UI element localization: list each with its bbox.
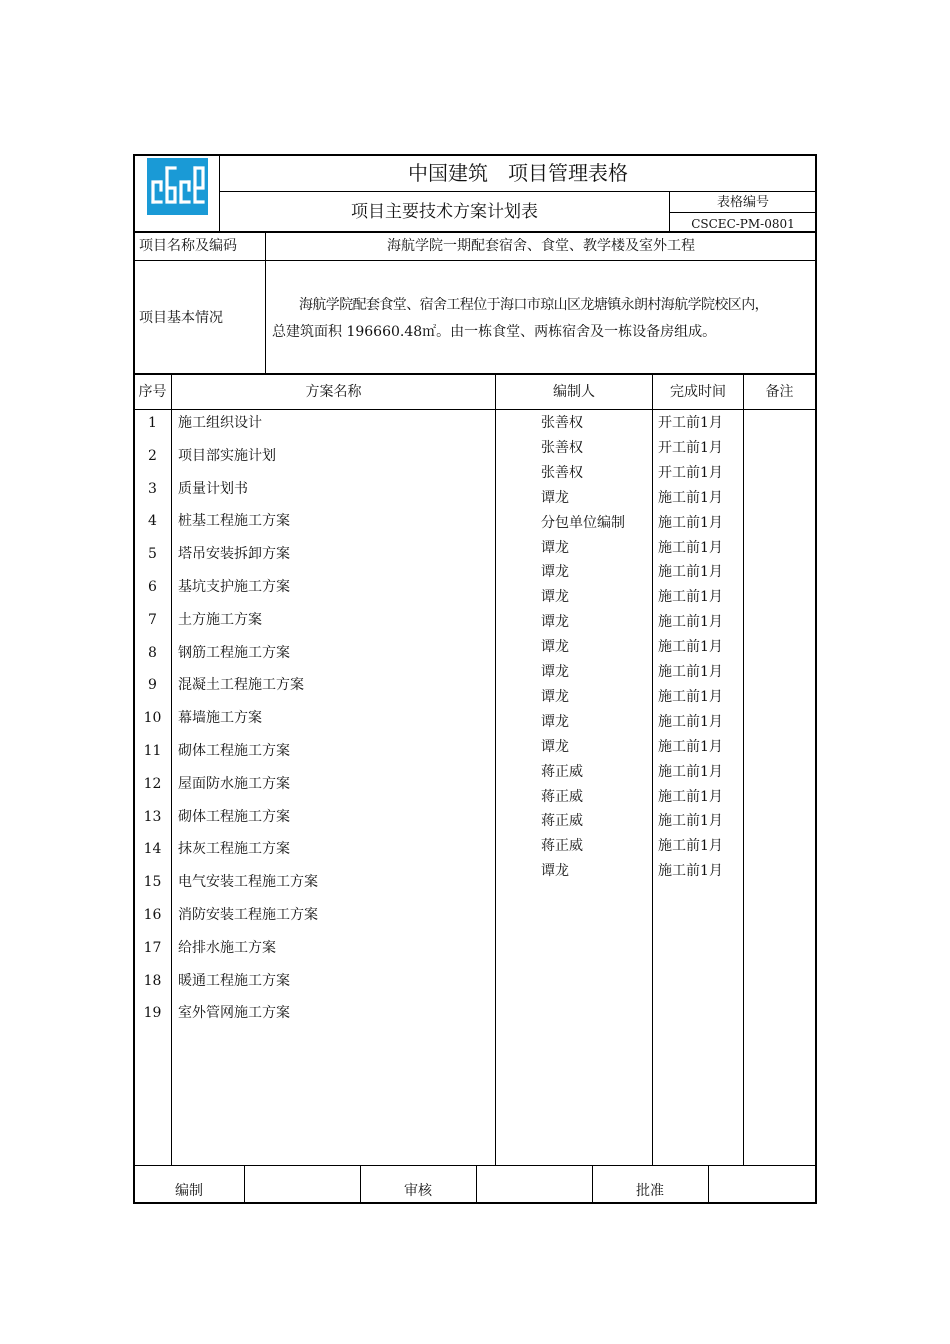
cscec-logo-mark [147, 158, 208, 215]
plan-author: 谭龙 [541, 564, 569, 581]
plan-time: 施工前1月 [658, 589, 723, 606]
plan-no: 13 [143, 808, 162, 825]
footer-div-5 [708, 1165, 709, 1203]
plan-time: 施工前1月 [658, 713, 723, 730]
col-time-divider [743, 374, 744, 1166]
col-header-name: 方案名称 [305, 384, 362, 400]
plan-author: 蒋正威 [541, 813, 583, 830]
plan-name: 桩基工程施工方案 [178, 513, 290, 530]
plan-no: 17 [143, 939, 162, 956]
plan-name: 项目部实施计划 [178, 447, 276, 464]
plan-name: 室外管网施工方案 [178, 1005, 290, 1022]
project-info-line1: 海航学院配套食堂、宿舍工程位于海口市琼山区龙塘镇永朗村海航学院校区内， [299, 297, 768, 313]
title-divider [219, 191, 816, 192]
plan-name: 土方施工方案 [178, 611, 262, 628]
plan-name: 砌体工程施工方案 [178, 808, 290, 825]
plan-author: 蒋正威 [541, 763, 583, 780]
col-header-author: 编制人 [553, 384, 595, 400]
footer-prepared-label: 编制 [175, 1183, 203, 1199]
plan-time: 开工前1月 [658, 415, 723, 431]
col-header-remark: 备注 [765, 384, 794, 400]
form-title: 项目主要技术方案计划表 [351, 202, 538, 222]
project-info-label: 项目基本情况 [139, 310, 223, 326]
column-header-bottom-line [133, 409, 817, 410]
cscec-logo [147, 158, 208, 215]
plan-time: 施工前1月 [658, 664, 723, 680]
plan-time: 开工前1月 [658, 464, 723, 481]
project-info-bottom-line [133, 373, 817, 375]
plan-time: 施工前1月 [658, 688, 723, 705]
plan-no: 9 [148, 677, 157, 694]
plan-author: 张善权 [541, 415, 583, 431]
plan-time: 施工前1月 [658, 763, 723, 780]
plan-author: 谭龙 [541, 639, 569, 656]
plan-time: 施工前1月 [658, 813, 723, 830]
col-name-divider [495, 374, 496, 1166]
plan-name: 屋面防水施工方案 [178, 775, 290, 792]
plan-no: 10 [143, 710, 162, 727]
plan-name: 塔吊安装拆卸方案 [178, 546, 290, 563]
project-name-row-line [133, 260, 817, 261]
plan-time: 施工前1月 [658, 639, 723, 656]
footer-review-label: 审核 [404, 1183, 432, 1199]
plan-author: 谭龙 [541, 738, 569, 755]
plan-no: 15 [143, 874, 162, 891]
table-top-border [133, 154, 817, 156]
plan-name: 钢筋工程施工方案 [178, 644, 290, 661]
footer-div-3 [476, 1165, 477, 1203]
plan-no: 5 [148, 546, 157, 563]
plan-name: 幕墙施工方案 [178, 710, 262, 727]
plan-name: 抹灰工程施工方案 [178, 841, 290, 858]
plan-no: 14 [143, 841, 162, 858]
col-no-divider [171, 374, 172, 1166]
company-title: 中国建筑 项目管理表格 [408, 161, 628, 185]
plan-no: 16 [143, 907, 162, 923]
plan-time: 施工前1月 [658, 489, 723, 506]
plan-no: 18 [143, 972, 162, 989]
plan-time: 施工前1月 [658, 788, 723, 805]
col-header-no: 序号 [138, 384, 167, 400]
plan-no: 4 [148, 513, 157, 530]
plan-author: 张善权 [541, 439, 583, 456]
plan-no: 2 [148, 447, 157, 464]
footer-div-2 [360, 1165, 361, 1203]
plan-no: 19 [143, 1005, 162, 1022]
plan-time: 施工前1月 [658, 863, 723, 880]
plan-author: 谭龙 [541, 489, 569, 506]
plan-no: 7 [148, 611, 157, 628]
plan-time: 施工前1月 [658, 514, 723, 531]
plan-name: 电气安装工程施工方案 [178, 874, 318, 891]
plan-author: 谭龙 [541, 863, 569, 880]
plan-author: 谭龙 [541, 664, 569, 680]
plan-time: 开工前1月 [658, 439, 723, 456]
plan-name: 施工组织设计 [178, 415, 262, 431]
project-name-label: 项目名称及编码 [139, 238, 237, 254]
plan-no: 1 [148, 415, 157, 431]
plan-name: 暖通工程施工方案 [178, 972, 290, 989]
plan-no: 6 [148, 579, 157, 595]
plan-author: 谭龙 [541, 614, 569, 631]
plan-author: 蒋正威 [541, 788, 583, 805]
plan-no: 12 [143, 775, 162, 792]
col-author-divider [652, 374, 653, 1166]
footer-div-4 [592, 1165, 593, 1203]
plan-name: 消防安装工程施工方案 [178, 907, 318, 923]
col-header-time: 完成时间 [670, 384, 726, 400]
table-right-border [815, 154, 817, 1204]
footer-top-line [133, 1165, 817, 1166]
plan-no: 3 [148, 480, 157, 497]
plan-no: 8 [148, 644, 157, 661]
plan-name: 基坑支护施工方案 [178, 579, 290, 595]
plan-name: 给排水施工方案 [178, 939, 276, 956]
plan-author: 谭龙 [541, 713, 569, 730]
plan-time: 施工前1月 [658, 614, 723, 631]
plan-time: 施工前1月 [658, 539, 723, 556]
form-no-label: 表格编号 [716, 195, 769, 210]
plan-no: 11 [143, 743, 162, 759]
table-bottom-border [133, 1202, 817, 1204]
plan-author: 谭龙 [541, 688, 569, 705]
form-no-mid-line [669, 212, 816, 213]
project-info-line2: 总建筑面积 196660.48㎡。由一栋食堂、两栋宿舍及一栋设备房组成。 [272, 324, 717, 340]
form-no: CSCEC-PM-0801 [691, 217, 795, 231]
plan-author: 谭龙 [541, 539, 569, 556]
plan-name: 砌体工程施工方案 [178, 743, 290, 759]
project-name-value: 海航学院一期配套宿舍、食堂、教学楼及室外工程 [387, 238, 695, 254]
plan-name: 混凝土工程施工方案 [178, 677, 304, 694]
plan-time: 施工前1月 [658, 738, 723, 755]
plan-time: 施工前1月 [658, 564, 723, 581]
plan-author: 分包单位编制 [541, 514, 625, 531]
plan-author: 蒋正威 [541, 838, 583, 855]
plan-author: 谭龙 [541, 589, 569, 606]
plan-author: 张善权 [541, 464, 583, 481]
footer-div-1 [244, 1165, 245, 1203]
plan-name: 质量计划书 [178, 480, 248, 497]
footer-approve-label: 批准 [636, 1183, 664, 1199]
plan-time: 施工前1月 [658, 838, 723, 855]
